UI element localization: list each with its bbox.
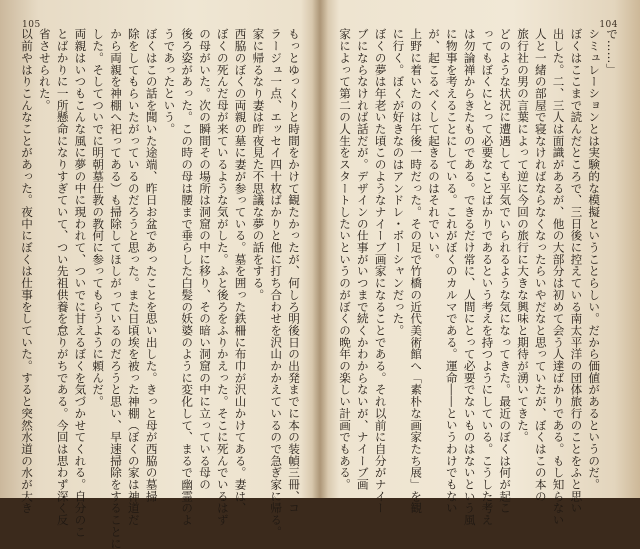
text-line: の母がいた。次の瞬間その場所は洞窟の中に移り、その暗い洞窟の中に立っている母の: [198, 28, 213, 491]
text-line: 出した。二、三人は面識があるが、他の大部分は初めて会う人達ばかりである。もし知らない: [551, 28, 566, 526]
text-line: で……」: [605, 28, 619, 76]
text-line: ってもぼくにとって必要なことばかりであるという考えを持つようにしている。こうした考え: [480, 28, 495, 526]
text-line: 家によって第二の人生をスタートしたいというのがぼくの晩年の楽しい計画でもある。: [338, 28, 353, 491]
text-line: が、起こるべくして起きるのはそれでいい。: [427, 28, 442, 265]
page-number-right: 104: [599, 20, 618, 30]
text-line: 省させられた。: [37, 28, 52, 111]
left-page-text: [20, 28, 302, 549]
text-line: は勿論禅からきたものである。できるだけ常に、人間にとって必要でないものはないという風: [462, 28, 477, 526]
text-line: シミュレーションとは実験的な模擬ということらしい。だから価値があるというのだ。: [587, 28, 602, 491]
text-line: うであったという。: [162, 28, 177, 135]
text-line: ぼくの夢は年老いた頃このようなナイーブ画家になることである。それ以前に自分がナイー: [373, 28, 388, 514]
text-line: に行く。ぼくが好きなのはアンドレ・ボーシャンだった。: [391, 28, 406, 337]
text-line: もっとゆっくりと時間をかけて観たかったが、何しろ明後日の出発までに本の装幀三冊、コ: [287, 28, 301, 514]
text-line: 両親はいつもこんな風に夢の中に現われて、ついでに甘えるぼくを気づかせてくれる。自分のこ: [73, 28, 88, 538]
text-line: ぼくの死んだ母が来ているような気がした。ふと後ろをふりかえった。そこに死んでいるはず: [215, 28, 230, 526]
text-line: どのような状況に遭遇しても平気でいられるような気になってきた。最近のぼくは何が起こ: [498, 28, 513, 514]
text-line: 旅行社の男の言葉によって逆に今回の旅行に大きな興味と期待が湧いてきた。: [516, 28, 531, 443]
text-line: 上野に着いたのは午後一時だった。その足で竹橋の近代美術館へ「素朴な画家たち展」を観: [409, 28, 424, 514]
text-line: 除をしてもらいたがっているのだろうと思った。また日頃埃を被った神棚（ぼくの家は神道だ: [126, 28, 141, 526]
book-gutter: [312, 0, 328, 498]
text-line: に物事を考えることにしている。これがぼくのカルマである。運命――というわけでもない: [444, 28, 459, 514]
text-line: 西脇のぼくの両親の墓に妻が参っている。墓を囲った鉄柵に布巾が沢山かけてある。妻は、: [233, 28, 248, 514]
text-line: ぼくはここまで読んだところで、三日後に控えている南太平洋の団体旅行のことをふと思い: [569, 28, 584, 514]
text-line: 以前やはりこんなことがあった。夜中にぼくは仕事をしていた。すると突然水道の水が大き: [20, 28, 35, 514]
right-page-text: [338, 28, 620, 526]
page-number-left: 105: [22, 20, 41, 30]
text-line: とばかりに一所懸命になりすぎていて、つい先祖供養を怠りがちである。今回は思わず深く反: [55, 28, 70, 526]
text-line: 家に帰るなり妻は昨夜見た不思議な夢の話をする。: [251, 28, 266, 301]
text-line: 人と一緒の部屋で寝なければならなくなったらいやだなと思っていたが、ぼくはこの本の: [533, 28, 548, 502]
text-line: から両親を神棚へ祀ってある）も掃除してほしがっているのだろうと思い、早速掃除をすることに: [109, 28, 124, 549]
text-line: ラージュ一点、エッセイ四十枚ばかりと他に打ち合わせを沢山かかえているので急ぎ家に帰る。: [269, 28, 284, 538]
text-line: ぼくはこの話を聞いた途端、昨日お盆であったことを思い出した。きっと母が西脇の墓掃: [144, 28, 159, 502]
text-line: ブにならなければ話だが。デザインの仕事がいつまで続くかわからないが、ナイーブ画: [355, 28, 370, 491]
text-line: した。そしてついでに明朝墓仕教の教何に参ってもらうように頼んだ。: [91, 28, 106, 408]
text-line: 後ろ姿があった。この時の母は腰まで垂らした白髪の妖婆のように変化して、まるで幽霊のよ: [180, 28, 195, 526]
